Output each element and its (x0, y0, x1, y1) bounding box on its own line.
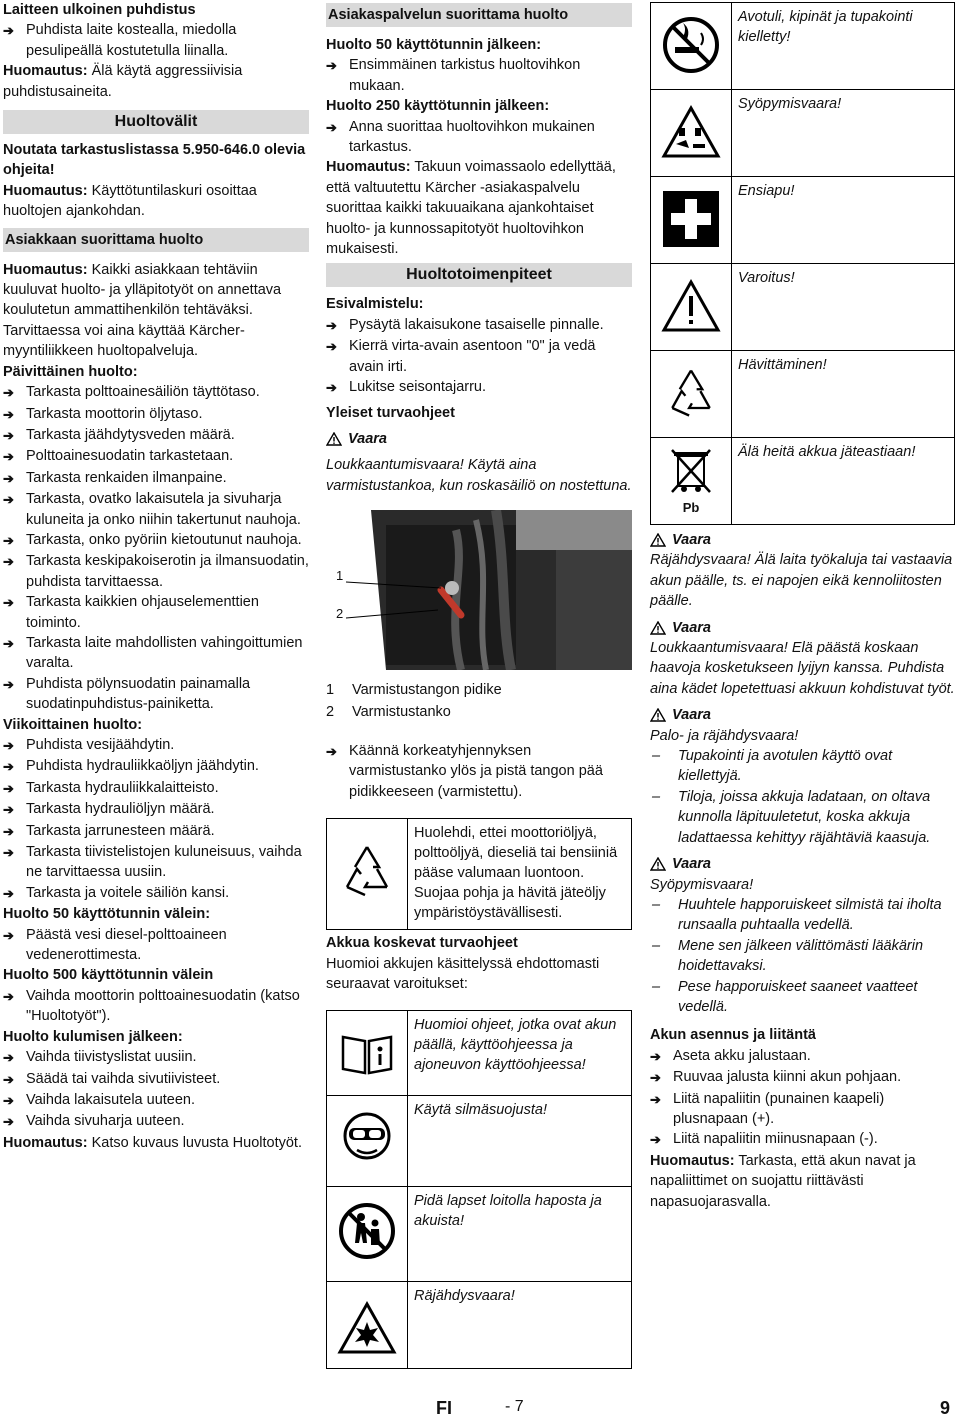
subheading: Akkua koskevat turvaohjeet (326, 935, 518, 951)
note: Huomautus: Takuun voimassaolo edellyttää, että valtuutettu Kärcher -asiakaspalvelu suorittaa kaikki takuuaikana ajankohtaiset huolto- ja kunnossapitotyöt huoltovihkon mukaisesti. (326, 159, 616, 258)
arrow-icon: ➔ (3, 780, 14, 796)
wear-list (3, 1047, 309, 1133)
warning-text: Syöpymisvaara! (650, 876, 754, 893)
corrosive-icon (651, 90, 732, 177)
first-aid-icon (651, 177, 732, 264)
instruction: Noutata tarkastuslistassa 5.950-646.0 olevia ohjeita! (3, 142, 306, 179)
warning-text: Palo- ja räjähdysvaara! (650, 727, 799, 744)
dash-bullet: – (652, 788, 661, 805)
sign-text: Varoitus! (732, 264, 955, 351)
column-left (3, 0, 309, 1153)
arrow-icon: ➔ (3, 802, 14, 818)
footer-lang: FI (436, 1398, 452, 1418)
list-item: ➔ Tarkasta polttoainesäiliön täyttötaso. (3, 382, 309, 403)
subheading: Päivittäinen huolto: (3, 363, 138, 380)
list-item: ➔ Tarkasta, onko pyöriin kietoutunut nauhoja. (3, 530, 309, 551)
dash-bullet: – (652, 937, 661, 954)
footer-page: - 7 (505, 1398, 524, 1415)
sign-text: Ensiapu! (732, 177, 955, 264)
pb-label: Pb (682, 500, 700, 515)
keep-children-away-icon (327, 1187, 408, 1282)
arrow-icon: ➔ (3, 427, 14, 443)
warning-triangle-icon (326, 432, 342, 446)
note: Huomautus: Katso kuvaus luvusta Huoltotyöt. (3, 1134, 302, 1151)
arrow-icon: ➔ (326, 119, 337, 135)
sign-text: Älä heitä akkua jäteastiaan! (732, 438, 955, 525)
arrow-icon: ➔ (3, 676, 14, 692)
arrow-icon: ➔ (3, 470, 14, 486)
section-bar: Asiakaspalvelun suorittama huolto (326, 3, 632, 27)
list-item: ➔ Ruuvaa jalusta kiinni akun pohjaan. (650, 1067, 955, 1088)
arrow-icon: ➔ (3, 1050, 14, 1066)
battery-warnings (650, 530, 955, 1212)
list-item: ➔ Tarkasta tiivistelistojen kuluneisuus, vaihda ne tarvittaessa uusiin. (3, 842, 309, 883)
column-middle (326, 0, 632, 1304)
arrow-icon: ➔ (3, 759, 14, 775)
list-item: ➔ Puhdista vesijäähdytin. (3, 735, 309, 756)
list-item: – Huuhtele happoruiskeet silmistä tai iholta runsaalla puhtaalla vedellä. (650, 895, 955, 936)
arrow-icon: ➔ (3, 554, 14, 570)
danger-label: Vaara (650, 618, 955, 638)
list-item: – Mene sen jälkeen välittömästi lääkärin hoidettavaksi. (650, 936, 955, 977)
warning-triangle-icon (650, 857, 666, 871)
list-item: ➔ Tarkasta hydrauliöljyn määrä. (3, 799, 309, 820)
list-item: ➔ Tarkasta laite mahdollisten vahingoittumien varalta. (3, 633, 309, 674)
warning-text: Loukkaantumisvaara! Elä päästä koskaan haavoja kosketukseen lyijyn kanssa. Puhdista aina kädet lopetettuasi akkuun kohdistuvat työt. (650, 640, 955, 697)
arrow-icon: ➔ (3, 927, 14, 943)
subheading: Yleiset turvaohjeet (326, 404, 455, 421)
list-item: ➔ Liitä napaliitin miinusnapaan (-). (650, 1129, 955, 1150)
arrow-icon: ➔ (3, 1092, 14, 1108)
subheading: Esivalmistelu: (326, 296, 424, 313)
section-heading: Laitteen ulkoinen puhdistus (3, 2, 196, 18)
dash-list (650, 746, 955, 848)
sign-text: Räjähdysvaara! (408, 1282, 632, 1369)
sign-text: Huomioi ohjeet, jotka ovat akun päällä, käyttöohjeessa ja ajoneuvon käyttöohjeessa! (408, 1011, 632, 1096)
arrow-icon: ➔ (326, 317, 337, 333)
arrow-icon: ➔ (3, 738, 14, 753)
list-item: – Pese happoruiskeet saaneet vaatteet vedellä. (650, 977, 955, 1018)
list-item: ➔ Pysäytä lakaisukone tasaiselle pinnalle. (326, 315, 632, 336)
section-bar: Huoltotoimenpiteet (326, 263, 632, 287)
explosion-icon (327, 1282, 408, 1369)
subheading: Viikoittainen huolto: (3, 716, 143, 733)
list-item: ➔ Vaihda tiivistyslistat uusiin. (3, 1047, 309, 1068)
arrow-icon: ➔ (3, 823, 14, 839)
battery-signs-table-2 (650, 2, 955, 525)
no-fire-icon (651, 3, 732, 90)
sign-text: Syöpymisvaara! (732, 90, 955, 177)
environment-table (326, 818, 632, 930)
daily-list (3, 382, 309, 715)
list-item: ➔ Aseta akku jalustaan. (650, 1046, 955, 1067)
arrow-icon: ➔ (650, 1132, 661, 1148)
list-item: ➔ Puhdista laite kostealla, miedolla pesulipeällä kostutetulla liinalla. (3, 20, 309, 61)
note: Huomautus: Tarkasta, että akun navat ja napaliittimet on suojattu riittävästi napasuojarasvalla. (650, 1152, 916, 1210)
arrow-icon: ➔ (3, 885, 14, 901)
subheading: Huolto 500 käyttötunnin välein (3, 967, 214, 984)
prep-list (326, 315, 632, 399)
recycle-icon (651, 351, 732, 438)
sign-text: Avotuli, kipinät ja tupakointi kielletty! (732, 3, 955, 90)
note: Huomautus: Käyttötuntilaskuri osoittaa huoltojen ajankohdan. (3, 182, 257, 220)
arrow-icon: ➔ (3, 385, 14, 401)
subheading: Huolto 250 käyttötunnin jälkeen: (326, 98, 550, 115)
arrow-icon: ➔ (650, 1070, 661, 1086)
list-item: ➔ Tarkasta jarrunesteen määrä. (3, 821, 309, 842)
battery-signs-table (326, 1010, 632, 1369)
h500-list (3, 986, 309, 1027)
list-item: ➔ Tarkasta ja voitele säiliön kansi. (3, 883, 309, 904)
figure-label: 1 (336, 568, 344, 583)
list-item: – Tupakointi ja avotulen käyttö ovat kiellettyjä. (650, 746, 955, 787)
arrow-icon: ➔ (3, 1071, 14, 1087)
dash-bullet: – (652, 748, 661, 765)
section-bar: Huoltovälit (3, 110, 309, 134)
list-item: ➔ Lukitse seisontajarru. (326, 377, 632, 398)
recycle-icon (327, 819, 408, 930)
list-item: ➔ Tarkasta, ovatko lakaisutela ja sivuharja kuluneita ja onko niihin takertunut nauhoja. (3, 489, 309, 530)
list-item: ➔ Puhdista pölynsuodatin painamalla suodatinpuhdistus-painiketta. (3, 674, 309, 715)
subheading: Huolto kulumisen jälkeen: (3, 1028, 183, 1045)
weekly-list (3, 735, 309, 904)
subheading: Huolto 50 käyttötunnin jälkeen: (326, 37, 542, 53)
list-item: ➔ Kierrä virta-avain asentoon "0" ja vedä avain irti. (326, 336, 632, 377)
list-item: ➔ Tarkasta kaikkien ohjauselementtien toiminto. (3, 592, 309, 633)
dash-bullet: – (652, 896, 661, 913)
list-item: ➔ Tarkasta moottorin öljytaso. (3, 404, 309, 425)
arrow-icon: ➔ (3, 406, 14, 422)
figure-legend (326, 679, 632, 802)
mount-list (650, 1046, 955, 1151)
no-bin-icon (651, 438, 732, 525)
list-item: ➔ Päästä vesi diesel-polttoaineen vedenerottimesta. (3, 925, 309, 966)
arrow-icon: ➔ (326, 58, 337, 74)
list-item: ➔ Tarkasta keskipakoiserotin ja ilmansuodatin, puhdista tarvittaessa. (3, 551, 309, 592)
eye-protection-icon (327, 1096, 408, 1187)
list-item: ➔ Tarkasta jäähdytysveden määrä. (3, 425, 309, 446)
arrow-icon: ➔ (3, 635, 14, 651)
legend-item: 2 Varmistustanko (326, 704, 451, 720)
h50-list (3, 925, 309, 966)
environment-text: Huolehdi, ettei moottoriöljyä, polttoöljyä, dieseliä tai bensiiniä pääse valumaan luontoon. Suojaa pohja ja hävitä jäteöljy ympäristöystävällisesti. (408, 819, 632, 930)
paragraph: Tarvittaessa voi aina käyttää Kärcher-myyntiliikkeen huoltopalveluja. (3, 322, 245, 360)
danger-label: Vaara (650, 530, 955, 550)
legend-item: 1 Varmistustangon pidike (326, 682, 502, 698)
footer-number: 9 (940, 1398, 951, 1418)
list-item: ➔ Käännä korkeatyhjennyksen varmistustanko ylös ja pistä tangon pää pidikkeeseen (varmistettu). (326, 741, 632, 802)
list-item: ➔ Vaihda sivuharja uuteen. (3, 1111, 309, 1132)
arrow-icon: ➔ (3, 845, 14, 861)
warning-triangle-icon (650, 533, 666, 547)
list-item: – Tiloja, joissa akkuja ladataan, on oltava kunnolla läpituuletetut, koska akkuja ladattaessa kehittyy räjähtäviä kaasuja. (650, 787, 955, 848)
warning-triangle-icon (650, 621, 666, 635)
figure-label: 2 (336, 606, 344, 621)
list-item: ➔ Anna suorittaa huoltovihkon mukainen tarkastus. (326, 117, 632, 158)
danger-label: Vaara (650, 705, 955, 725)
list-item: ➔ Vaihda lakaisutela uuteen. (3, 1090, 309, 1111)
warning-text: Loukkaantumisvaara! Käytä aina varmistustankoa, kun roskasäiliö on nostettuna. (326, 457, 632, 494)
manual-book-icon (327, 1011, 408, 1096)
list-item: ➔ Liitä napaliitin (punainen kaapeli) plusnapaan (+). (650, 1089, 955, 1130)
arrow-icon: ➔ (650, 1091, 661, 1107)
sign-text: Hävittäminen! (732, 351, 955, 438)
warning-icon (651, 264, 732, 351)
paragraph: Huomioi akkujen käsittelyssä ehdottomasti seuraavat varoitukset: (326, 956, 600, 993)
dash-list (650, 895, 955, 1017)
list-item: ➔ Ensimmäinen tarkistus huoltovihkon mukaan. (326, 55, 632, 96)
sign-text: Käytä silmäsuojusta! (408, 1096, 632, 1187)
arrow-icon: ➔ (3, 492, 14, 508)
arrow-icon: ➔ (650, 1048, 661, 1064)
list-item: ➔ Tarkasta renkaiden ilmanpaine. (3, 468, 309, 489)
danger-label: Vaara (326, 429, 632, 449)
arrow-icon: ➔ (3, 988, 14, 1004)
warning-text: Räjähdysvaara! Älä laita työkaluja tai vastaavia akun päälle, ts. ei napojen eikä kennoliitosten päälle. (650, 552, 953, 610)
list-item: ➔ Tarkasta hydrauliikkalaitteisto. (3, 778, 309, 799)
arrow-icon: ➔ (3, 595, 14, 611)
list-item: ➔ Polttoainesuodatin tarkastetaan. (3, 446, 309, 467)
arrow-icon: ➔ (3, 449, 14, 465)
arrow-icon: ➔ (3, 23, 14, 39)
arrow-icon: ➔ (326, 380, 337, 396)
dash-bullet: – (652, 978, 661, 995)
list-item: ➔ Säädä tai vaihda sivutiivisteet. (3, 1069, 309, 1090)
subheading: Huolto 50 käyttötunnin välein: (3, 906, 211, 923)
warning-triangle-icon (650, 708, 666, 722)
arrow-icon: ➔ (3, 1114, 14, 1130)
arrow-icon: ➔ (3, 532, 14, 548)
section-bar: Asiakkaan suorittama huolto (3, 228, 309, 252)
sign-text: Pidä lapset loitolla haposta ja akuista! (408, 1187, 632, 1282)
machine-photo (326, 510, 632, 670)
subheading: Akun asennus ja liitäntä (650, 1027, 816, 1044)
danger-label: Vaara (650, 854, 955, 874)
list-item: ➔ Puhdista hydrauliikkaöljyn jäähdytin. (3, 756, 309, 777)
arrow-icon: ➔ (326, 744, 337, 759)
arrow-icon: ➔ (326, 339, 337, 355)
note: Huomautus: Älä käytä aggressiivisia puhdistusaineita. (3, 63, 243, 100)
list-item: ➔ Vaihda moottorin polttoainesuodatin (katso "Huoltotyöt"). (3, 986, 309, 1027)
note: Huomautus: Kaikki asiakkaan tehtäviin kuuluvat huolto- ja ylläpitotyöt on annettava koulutetun ammattihenkilön tehtäväksi. (3, 261, 282, 319)
